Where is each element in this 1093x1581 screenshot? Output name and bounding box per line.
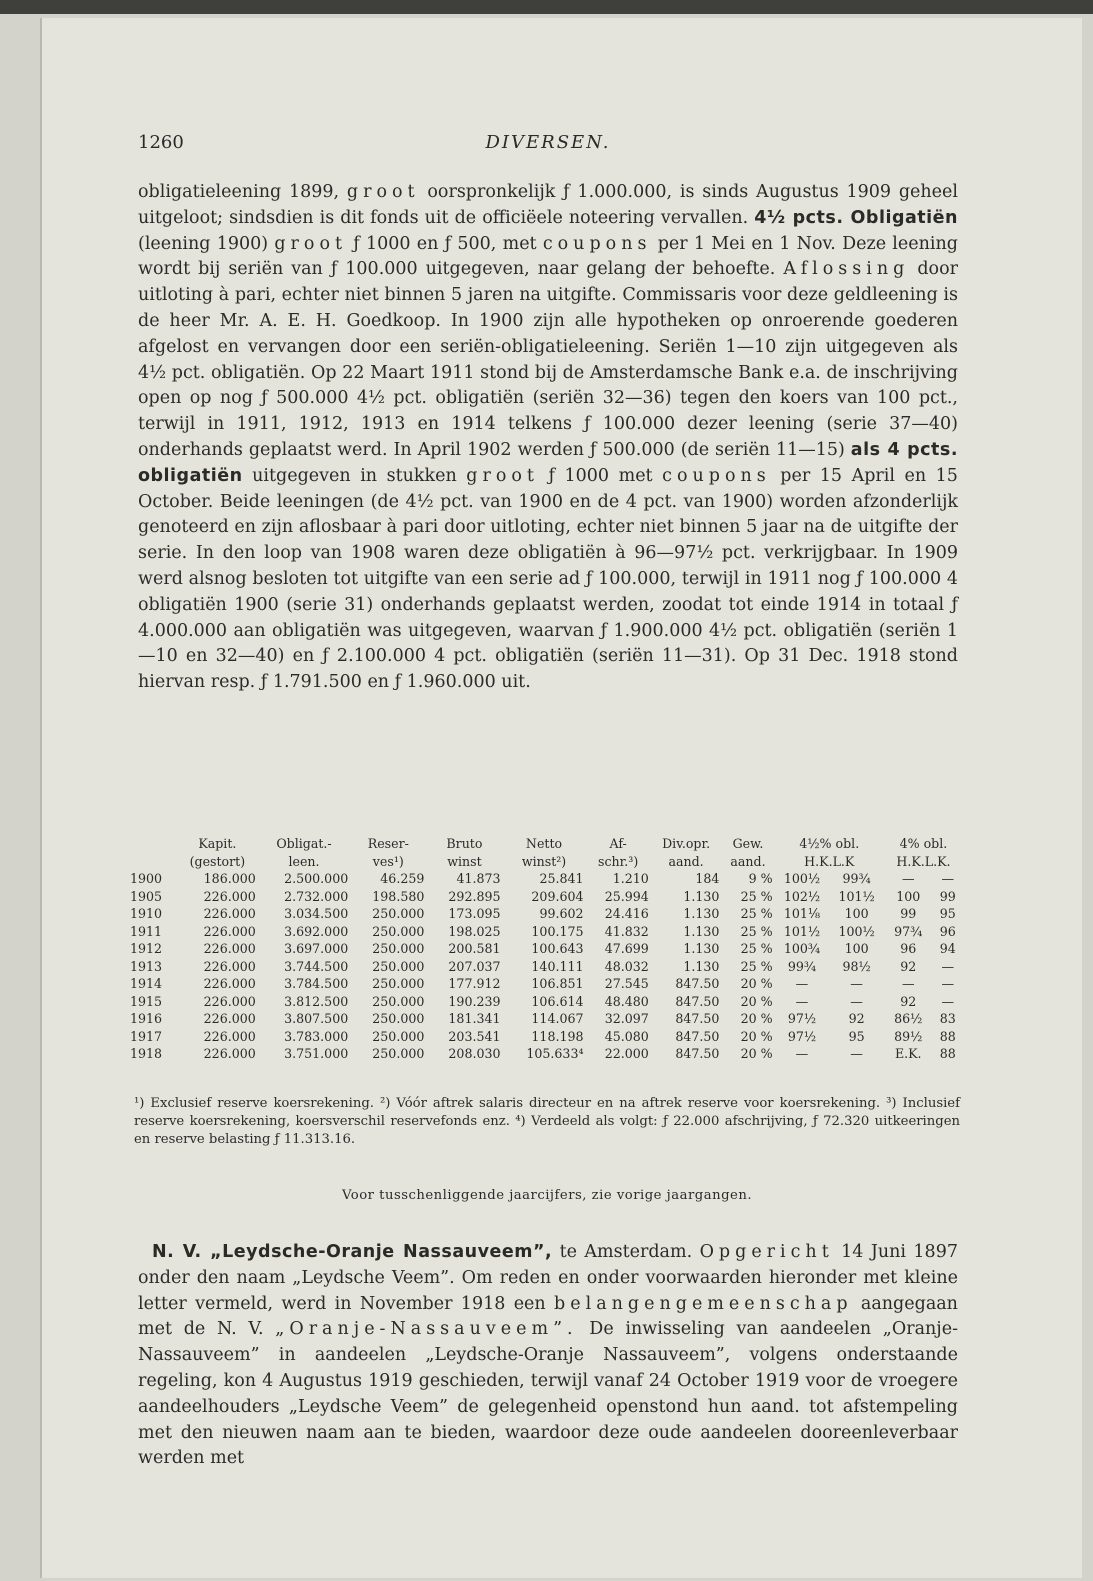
table-cell: 226.000 <box>203 888 256 904</box>
table-cell: 96 <box>939 923 956 939</box>
scan-top-edge <box>0 0 1093 14</box>
table-row <box>128 1010 963 1028</box>
table-cell: 292.895 <box>448 888 501 904</box>
heading-4-pcts: als 4 pcts. obligatiën <box>138 439 958 486</box>
table-cell: 83 <box>939 1011 956 1026</box>
table-header-row-2 <box>128 853 963 871</box>
table-cell: 92 <box>848 1011 865 1026</box>
table-cell: 100 <box>844 941 869 956</box>
table-cell: 95 <box>939 906 956 921</box>
table-cell: 45.080 <box>604 1028 649 1044</box>
table-cell: — <box>901 976 915 991</box>
table-row <box>128 975 963 993</box>
main-text <box>138 180 958 696</box>
table-cell: 250.000 <box>372 976 425 991</box>
table-header-cell: ves¹) <box>372 853 404 869</box>
table-cell: — <box>795 1046 809 1061</box>
page-number: 1260 <box>138 132 184 153</box>
table-cell: 20 % <box>740 993 773 1009</box>
paragraph-obligaties: obligatieleening 1899, groot oorspronkelijk ƒ 1.000.000, is sinds Augustus 1909 geheel uitgeloot; sindsdien is dit fonds uit de officiëele noteering vervallen. 4½ pcts. Obligatiën (leening 1900) groot ƒ 1000 en ƒ 500, met coupons per 1 Mei en 1 Nov. Deze leening wordt bij seriën van ƒ 100.000 uitgegeven, naar gelang der behoefte. Aflossing door uitloting à pari, echter niet binnen 5 jaren na uitgifte. Commissaris voor deze geldleening is de heer Mr. A. E. H. Goedkoop. In 1900 zijn alle hypotheken op onroerende goederen afgelost en vervangen door een seriën-obligatieleening. Seriën 1—10 zijn uitgegeven als 4½ pct. obligatiën. Op 22 Maart 1911 stond bij de Amsterdamsche Bank e.a. de inschrijving open op nog ƒ 500.000 4½ pct. obligatiën (seriën 32—36) tegen den koers van 100 pct., terwijl in 1911, 1912, 1913 en 1914 telkens ƒ 100.000 dezer leening (serie 37—40) onderhands geplaatst werd. In April 1902 werden ƒ 500.000 (de seriën 11—15) als 4 pcts. obligatiën uitgegeven in stukken groot ƒ 1000 met coupons per 15 April en 15 October. Beide leeningen (de 4½ pct. van 1900 en de 4 pct. van 1900) worden afzonderlijk genoteerd en zijn aflosbaar à pari door uitloting, echter niet binnen 5 jaar na de uitgifte der serie. In den loop van 1908 waren deze obligatiën à 96—97½ pct. verkrijgbaar. In 1909 werd alsnog besloten tot uitgifte van een serie ad ƒ 100.000, terwijl in 1911 nog ƒ 100.000 4 obligatiën 1900 (serie 31) onderhands geplaatst werden, zoodat tot einde 1914 in totaal ƒ 4.000.000 aan obligatiën was uitgegeven, waarvan ƒ 1.900.000 4½ pct. obligatiën (seriën 1—10 en 32—40) en ƒ 2.100.000 4 pct. obligatiën (seriën 11—31). Op 31 Dec. 1918 stond hiervan resp. ƒ 1.791.500 en ƒ 1.960.000 uit. <box>138 182 958 693</box>
table-cell: 94 <box>939 941 956 956</box>
table-cell: 847.50 <box>675 993 720 1009</box>
table-cell: 226.000 <box>203 906 256 921</box>
table-header-cell <box>128 835 177 853</box>
table-header-cell: aand. <box>668 853 704 869</box>
table-cell: 106.851 <box>531 976 584 991</box>
table-cell: 101½ <box>838 888 875 904</box>
table-cell: 1910 <box>130 906 163 921</box>
table-cell: 3.751.000 <box>284 1046 349 1061</box>
table-cell: 100 <box>896 888 921 904</box>
table-header-cell: leen. <box>288 853 320 869</box>
table-cell: 25 % <box>740 888 773 904</box>
table-cell: 250.000 <box>372 1046 425 1061</box>
table-header-cell: winst <box>447 853 482 869</box>
table-header-cell: 4½% obl. <box>799 836 860 851</box>
table-cell: 1918 <box>130 1046 163 1061</box>
table-cell: 3.697.000 <box>284 941 349 956</box>
table-cell: 250.000 <box>372 993 425 1009</box>
table-cell: 27.545 <box>604 976 649 991</box>
table-cell: — <box>941 993 955 1009</box>
table-cell: 101½ <box>783 923 821 939</box>
table-cell: 226.000 <box>203 976 256 991</box>
table-cell: — <box>941 958 955 974</box>
table-row <box>128 888 963 906</box>
table-cell: 226.000 <box>203 993 256 1009</box>
table-cell: 97½ <box>787 1028 817 1044</box>
table-cell: 2.500.000 <box>284 871 349 886</box>
table-cell: 25.841 <box>539 871 584 886</box>
table-cell: 89½ <box>894 1028 923 1044</box>
table-cell: 99¾ <box>842 871 871 886</box>
table-cell: 20 % <box>740 1028 773 1044</box>
table-header-cell: Reser- <box>367 836 409 851</box>
table-cell: 25 % <box>740 958 773 974</box>
table-cell: — <box>850 976 863 991</box>
table-cell: 88 <box>939 1046 956 1061</box>
table-cell: 250.000 <box>372 923 425 939</box>
table-header-cell: Gew. <box>732 836 764 851</box>
heading-4half-pcts: 4½ pcts. Obligatiën <box>754 207 958 228</box>
table-cell: 46.259 <box>380 871 425 886</box>
table-cell: 3.034.500 <box>284 906 349 921</box>
footnotes <box>134 1095 960 1148</box>
table-header-cell: Netto <box>525 836 563 851</box>
table-cell: 1.130 <box>683 941 720 956</box>
table-cell: 118.198 <box>531 1028 584 1044</box>
table-cell: 209.604 <box>531 888 584 904</box>
table-cell: 847.50 <box>675 976 720 991</box>
table-cell: 208.030 <box>448 1046 501 1061</box>
table-cell: 198.580 <box>372 888 425 904</box>
table-header-cell: Div.opr. <box>662 836 711 851</box>
table-cell: 99.602 <box>539 906 584 921</box>
table-cell: 99¾ <box>787 958 817 974</box>
table-row <box>128 993 963 1011</box>
table-cell: 96 <box>900 941 917 956</box>
table-row <box>128 958 963 976</box>
table-header-cell <box>128 853 177 871</box>
table-cell: 1913 <box>130 958 163 974</box>
table-cell: 97¾ <box>894 923 923 939</box>
table-cell: 1905 <box>130 888 163 904</box>
table-cell: 106.614 <box>531 993 584 1009</box>
table-header-cell: Bruto <box>446 836 483 851</box>
leydsche-section <box>138 1240 958 1472</box>
table-cell: 1911 <box>130 923 163 939</box>
table-cell: 3.807.500 <box>284 1011 349 1026</box>
table-cell: 48.032 <box>604 958 649 974</box>
table-cell: 226.000 <box>203 923 256 939</box>
table-cell: 198.025 <box>448 923 501 939</box>
table-cell: 102½ <box>783 888 821 904</box>
table-cell: 41.832 <box>604 923 649 939</box>
table-cell: 250.000 <box>372 941 425 956</box>
table-cell: 3.783.000 <box>284 1028 349 1044</box>
table-header-cell: Af- <box>609 836 627 851</box>
table-cell: 25 % <box>740 923 773 939</box>
table-cell: — <box>795 993 809 1009</box>
table-header-row-1 <box>128 835 963 853</box>
table-cell: 1916 <box>130 1011 163 1026</box>
running-title: DIVERSEN. <box>485 132 611 153</box>
table-cell: E.K. <box>894 1046 922 1061</box>
table-cell: 22.000 <box>604 1046 649 1061</box>
table-cell: — <box>795 976 809 991</box>
table-header-cell: winst²) <box>521 853 567 869</box>
table-row <box>128 923 963 941</box>
table-cell: 100½ <box>838 923 875 939</box>
table-cell: 9 % <box>748 871 773 886</box>
table-cell: 847.50 <box>675 1028 720 1044</box>
table-cell: — <box>901 871 915 886</box>
table-cell: 98½ <box>842 958 871 974</box>
table-cell: 100.643 <box>531 941 584 956</box>
table-cell: 100.175 <box>531 923 584 939</box>
table-cell: 3.692.000 <box>284 923 349 939</box>
table-cell: 100½ <box>783 871 821 886</box>
table-cell: 847.50 <box>675 1011 720 1026</box>
table-cell: 181.341 <box>448 1011 501 1026</box>
table-cell: 226.000 <box>203 1028 256 1044</box>
table-cell: 3.744.500 <box>284 958 349 974</box>
table-cell: 186.000 <box>203 871 256 886</box>
table-cell: 32.097 <box>604 1011 649 1026</box>
table-cell: 1.130 <box>683 888 720 904</box>
table-cell: 250.000 <box>372 1011 425 1026</box>
table-cell: 1912 <box>130 941 163 956</box>
table-cell: 1900 <box>130 871 163 886</box>
table-cell: 100¾ <box>783 941 821 956</box>
table-cell: 203.541 <box>448 1028 501 1044</box>
table-cell: 114.067 <box>531 1011 584 1026</box>
paragraph-leydsche: N. V. „Leydsche-Oranje Nassauveem”, te Amsterdam. Opgericht 14 Juni 1897 onder den naam „Leydsche Veem”. Om reden en onder voorwaarden hieronder met kleine letter vermeld, werd in November 1918 een belangengemeenschap aangegaan met de N. V. „Oranje-Nassauveem”. De inwisseling van aandeelen „Oranje-Nassauveem” in aandeelen „Leydsche-Oranje Nassauveem”, volgens onderstaande regeling, kon 4 Augustus 1919 geschieden, terwijl vanaf 24 October 1919 voor de vroegere aandeelhouders „Leydsche Veem” de gelegenheid openstond hun aand. tot afstempeling met den nieuwen naam aan te bieden, waardoor deze oude aandeelen dooreenleverbaar werden met <box>138 1242 958 1469</box>
table-cell: 99 <box>900 906 917 921</box>
table-row <box>128 1028 963 1046</box>
table-cell: 140.111 <box>531 958 584 974</box>
table-cell: 184 <box>695 871 720 886</box>
intermediate-years-note: Voor tusschenliggende jaarcijfers, zie vorige jaargangen. <box>341 1188 753 1203</box>
table-cell: 177.912 <box>448 976 501 991</box>
table-cell: 92 <box>900 958 917 974</box>
table-header-cell: schr.³) <box>598 853 639 869</box>
table-cell: 226.000 <box>203 1046 256 1061</box>
page-header <box>138 132 958 158</box>
table-header-cell: aand. <box>730 853 766 869</box>
table-cell: 207.037 <box>448 958 501 974</box>
table-cell: 200.581 <box>448 941 501 956</box>
table-cell: — <box>941 871 955 886</box>
table-cell: — <box>850 1046 863 1061</box>
table-cell: 1.130 <box>683 906 720 921</box>
table-cell: 847.50 <box>675 1046 720 1061</box>
table-row <box>128 940 963 958</box>
table-cell: 250.000 <box>372 906 425 921</box>
table-cell: 20 % <box>740 1046 773 1061</box>
table-cell: 100 <box>844 906 869 921</box>
table-cell: 226.000 <box>203 941 256 956</box>
table-header-cell: Kapit. <box>198 836 237 851</box>
table-header-cell: (gestort) <box>189 853 246 869</box>
table-cell: 20 % <box>740 976 773 991</box>
table-cell: 24.416 <box>604 906 649 921</box>
table-cell: 190.239 <box>448 993 501 1009</box>
table-cell: 101⅛ <box>783 906 821 921</box>
table-cell: 1915 <box>130 993 163 1009</box>
table-cell: 86½ <box>894 1011 923 1026</box>
table-cell: 41.873 <box>456 871 501 886</box>
table-cell: 99 <box>939 888 956 904</box>
table-header-cell: H.K.L.K. <box>896 853 951 869</box>
table-cell: — <box>941 976 955 991</box>
table-header-cell: Obligat.- <box>276 836 332 851</box>
footnote-text: ¹) Exclusief reserve koersrekening. ²) Vóór aftrek salaris directeur en na aftrek reserve voor koersrekening. ³) Inclusief reserve koersrekening, koersverschil reservefonds enz. ⁴) Verdeeld als volgt: ƒ 22.000 afschrijving, ƒ 72.320 uitkeeringen en reserve belasting ƒ 11.313.16. <box>134 1096 960 1147</box>
table-cell: 1914 <box>130 976 163 991</box>
table-cell: 25 % <box>740 906 773 921</box>
table-cell: 226.000 <box>203 958 256 974</box>
table-cell: 226.000 <box>203 1011 256 1026</box>
table-cell: 3.784.500 <box>284 976 349 991</box>
table-cell: — <box>850 993 863 1009</box>
table-cell: 250.000 <box>372 1028 425 1044</box>
table-cell: 92 <box>900 993 917 1009</box>
table-cell: 105.633⁴ <box>526 1046 584 1061</box>
table-row <box>128 905 963 923</box>
table-cell: 173.095 <box>448 906 501 921</box>
table-cell: 1917 <box>130 1028 163 1044</box>
company-name: N. V. „Leydsche-Oranje Nassauveem”, <box>152 1242 553 1262</box>
table-cell: 47.699 <box>604 941 649 956</box>
table-cell: 1.210 <box>612 871 649 886</box>
table-cell: 97½ <box>787 1011 817 1026</box>
table-cell: 25 % <box>740 941 773 956</box>
table-row <box>128 1045 963 1063</box>
financial-table <box>128 835 963 1063</box>
table-cell: 1.130 <box>683 923 720 939</box>
table-row <box>128 870 963 888</box>
table-cell: 250.000 <box>372 958 425 974</box>
table-cell: 2.732.000 <box>284 888 349 904</box>
table-header-cell: 4% obl. <box>899 836 948 851</box>
table-cell: 95 <box>848 1028 865 1044</box>
table-header-cell: H.K.L.K <box>804 853 855 869</box>
table-cell: 3.812.500 <box>284 993 349 1009</box>
table-cell: 25.994 <box>604 888 649 904</box>
table-cell: 1.130 <box>683 958 720 974</box>
table-cell: 20 % <box>740 1011 773 1026</box>
table-cell: 88 <box>939 1028 956 1044</box>
table-cell: 48.480 <box>604 993 649 1009</box>
